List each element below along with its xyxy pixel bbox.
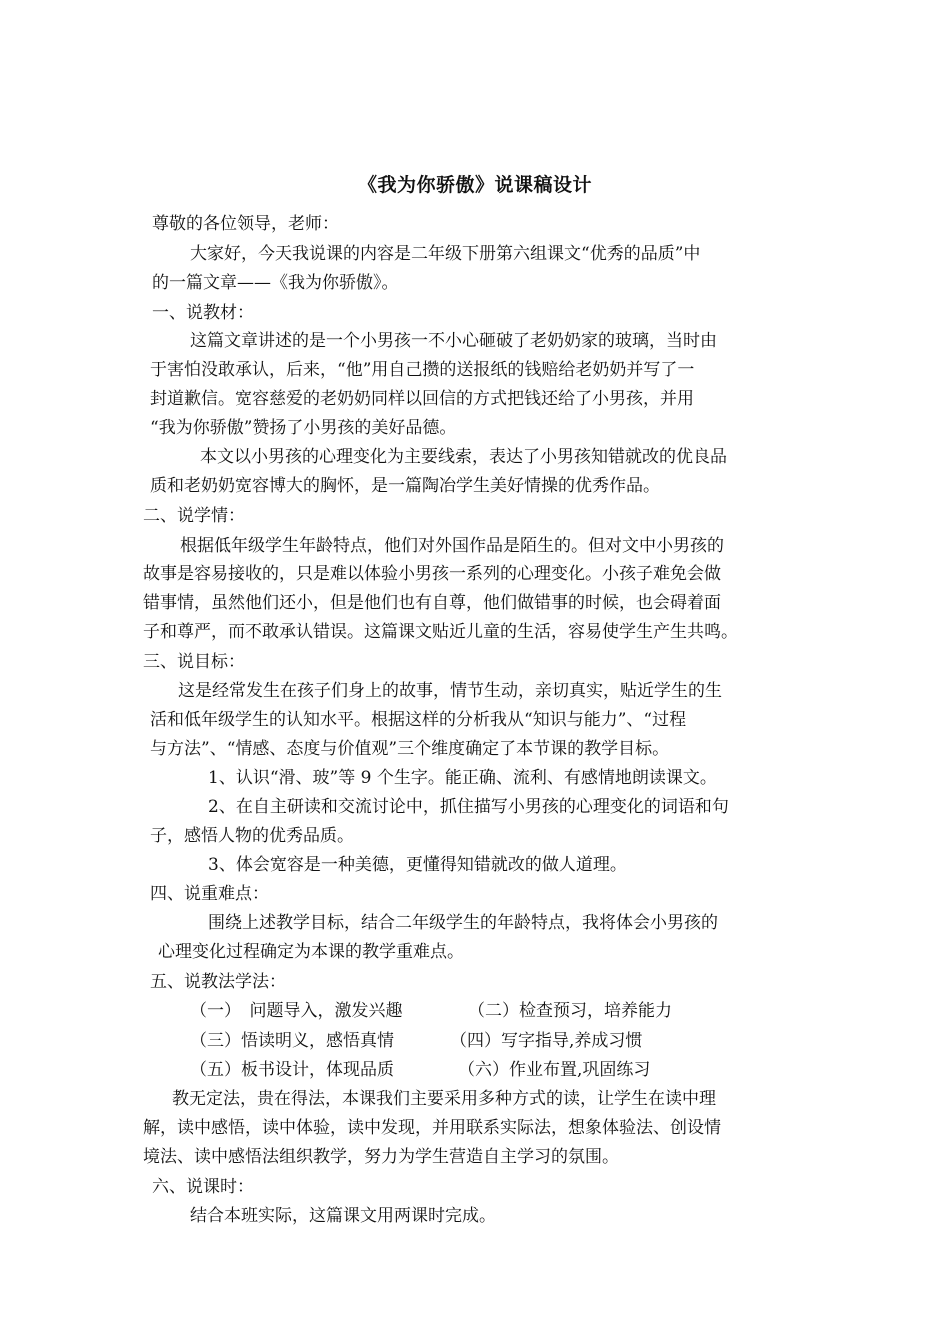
s3-line-2: 活和低年级学生的认知水平。根据这样的分析我从“知识与能力”、“过程 — [150, 710, 687, 730]
method-5: （五）板书设计，体现品质 — [190, 1060, 394, 1080]
s1-p2-line-2: 质和老奶奶宽容博大的胸怀，是一篇陶冶学生美好情操的优秀作品。 — [150, 476, 660, 496]
s5-line-2: 解，读中感悟，读中体验，读中发现，并用联系实际法，想象体验法、创设情 — [143, 1118, 721, 1138]
method-4: （四）写字指导,养成习惯 — [450, 1031, 643, 1051]
s3-line-1: 这是经常发生在孩子们身上的故事，情节生动，亲切真实，贴近学生的生 — [178, 681, 722, 701]
s2-line-1: 根据低年级学生年龄特点，他们对外国作品是陌生的。但对文中小男孩的 — [180, 536, 724, 556]
s4-line-2: 心理变化过程确定为本课的教学重难点。 — [158, 942, 464, 962]
s2-line-4: 子和尊严，而不敢承认错误。这篇课文贴近儿童的生活，容易使学生产生共鸣。 — [143, 622, 738, 642]
goal-2-line-1: 2、在自主研读和交流讨论中，抓住描写小男孩的心理变化的词语和句 — [208, 797, 729, 817]
intro-line-2: 的一篇文章——《我为你骄傲》。 — [152, 273, 399, 293]
document-title: 《我为你骄傲》说课稿设计 — [357, 174, 592, 196]
s1-p1-line-4: “我为你骄傲”赞扬了小男孩的美好品德。 — [150, 418, 457, 438]
s2-line-3: 错事情，虽然他们还小，但是他们也有自尊，他们做错事的时候，也会碍着面 — [143, 593, 721, 613]
section-1-heading: 一、说教材： — [152, 303, 254, 323]
section-6-heading: 六、说课时： — [152, 1177, 254, 1197]
goal-2-line-2: 子，感悟人物的优秀品质。 — [150, 826, 354, 846]
method-2: （二）检查预习，培养能力 — [468, 1001, 672, 1021]
method-3: （三）悟读明义，感悟真情 — [190, 1031, 394, 1051]
section-2-heading: 二、说学情： — [143, 506, 245, 526]
goal-3: 3、体会宽容是一种美德，更懂得知错就改的做人道理。 — [208, 855, 627, 875]
section-3-heading: 三、说目标： — [143, 652, 245, 672]
goal-1: 1、认识“滑、玻”等 9 个生字。能正确、流利、有感情地朗读课文。 — [208, 768, 717, 788]
s5-line-3: 境法、读中感悟法组织教学，努力为学生营造自主学习的氛围。 — [143, 1147, 619, 1167]
s1-p1-line-1: 这篇文章讲述的是一个小男孩一不小心砸破了老奶奶家的玻璃，当时由 — [190, 331, 717, 351]
method-6: （六）作业布置,巩固练习 — [458, 1060, 651, 1080]
intro-line-1: 大家好，今天我说课的内容是二年级下册第六组课文“优秀的品质”中 — [190, 244, 701, 264]
s4-line-1: 围绕上述教学目标，结合二年级学生的年龄特点，我将体会小男孩的 — [208, 913, 718, 933]
section-4-heading: 四、说重难点： — [150, 884, 269, 904]
s6-line-1: 结合本班实际，这篇课文用两课时完成。 — [190, 1206, 496, 1226]
s3-line-3: 与方法”、“情感、态度与价值观”三个维度确定了本节课的教学目标。 — [150, 739, 670, 759]
section-5-heading: 五、说教法学法： — [150, 972, 286, 992]
s1-p2-line-1: 本文以小男孩的心理变化为主要线索，表达了小男孩知错就改的优良品 — [200, 447, 727, 467]
s1-p1-line-2: 于害怕没敢承认，后来，“他”用自己攒的送报纸的钱赔给老奶奶并写了一 — [150, 360, 695, 380]
s1-p1-line-3: 封道歉信。宽容慈爱的老奶奶同样以回信的方式把钱还给了小男孩，并用 — [150, 389, 694, 409]
s2-line-2: 故事是容易接收的，只是难以体验小男孩一系列的心理变化。小孩子难免会做 — [143, 564, 721, 584]
greeting: 尊敬的各位领导，老师： — [152, 214, 339, 234]
method-1: （一） 问题导入，激发兴趣 — [190, 1001, 403, 1021]
s5-line-1: 教无定法，贵在得法，本课我们主要采用多种方式的读，让学生在读中理 — [172, 1089, 716, 1109]
